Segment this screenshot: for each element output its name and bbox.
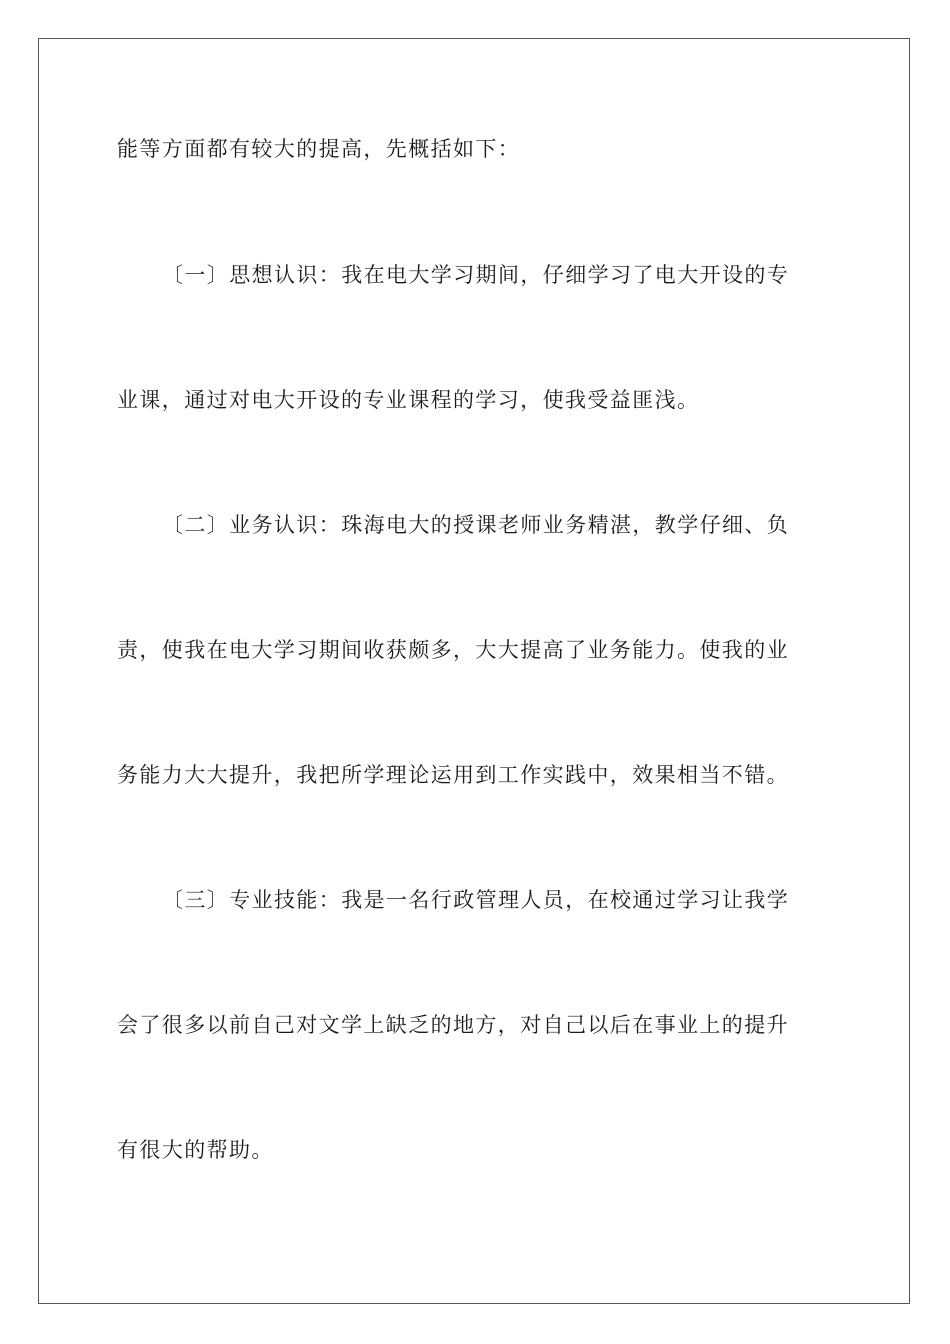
text-line-9: 有很大的帮助。 bbox=[117, 1138, 274, 1162]
text-line-5: 责，使我在电大学习期间收获颇多，大大提高了业务能力。使我的业 bbox=[117, 638, 789, 662]
page-border bbox=[38, 38, 910, 1304]
text-line-1: 能等方面都有较大的提高，先概括如下： bbox=[117, 137, 521, 161]
text-line-4: 〔二〕业务认识：珠海电大的授课老师业务精湛，教学仔细、负 bbox=[162, 513, 790, 537]
text-line-2: 〔一〕思想认识：我在电大学习期间，仔细学习了电大开设的专 bbox=[162, 263, 790, 287]
text-line-8: 会了很多以前自己对文学上缺乏的地方，对自己以后在事业上的提升 bbox=[117, 1013, 789, 1037]
text-line-3: 业课，通过对电大开设的专业课程的学习，使我受益匪浅。 bbox=[117, 388, 700, 412]
text-line-6: 务能力大大提升，我把所学理论运用到工作实践中，效果相当不错。 bbox=[117, 763, 789, 787]
text-line-7: 〔三〕专业技能：我是一名行政管理人员，在校通过学习让我学 bbox=[162, 888, 790, 912]
